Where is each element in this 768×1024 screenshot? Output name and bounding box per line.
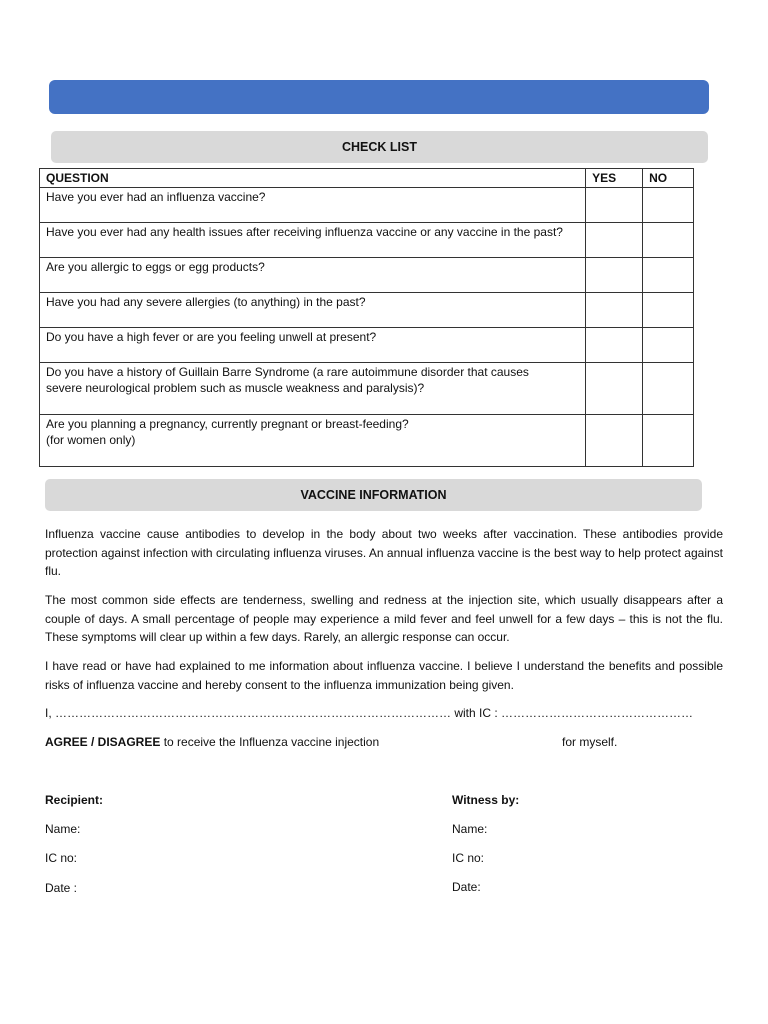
checklist-table	[39, 168, 694, 467]
vaccine-info-paragraph: Influenza vaccine cause antibodies to develop in the body about two weeks after vaccination. These antibodies provide protection against infection with circulating influenza viruses. An annual influenza vaccine is the best way to help protect against flu.	[45, 527, 723, 578]
question-cell	[40, 188, 586, 223]
question-text: Are you planning a pregnancy, currently pregnant or breast-feeding?	[46, 417, 409, 431]
question-cell	[40, 363, 586, 415]
table-row	[40, 223, 694, 258]
question-text: severe neurological problem such as muscle weakness and paralysis)?	[46, 381, 425, 395]
agree-disagree-option[interactable]: AGREE / DISAGREE	[45, 735, 161, 749]
vaccine-info-title: VACCINE INFORMATION	[300, 488, 447, 502]
yes-checkbox[interactable]	[586, 258, 643, 293]
side-effects-paragraph: The most common side effects are tenderness, swelling and redness at the injection site, which usually disappears after a couple of days. A small percentage of people may experience a mild fever and feel unwell for a few days – this is not the flu. These symptoms will clear up within a few days. Rarely, an allergic response can occur.	[45, 593, 723, 644]
question-text: (for women only)	[46, 433, 136, 447]
no-checkbox[interactable]	[643, 258, 694, 293]
question-text: Are you allergic to eggs or egg products?	[46, 260, 265, 274]
checklist-header	[51, 131, 708, 163]
table-row	[40, 293, 694, 328]
yes-checkbox[interactable]	[586, 293, 643, 328]
witness-title: Witness by:	[452, 793, 520, 807]
yes-column-header: YES	[586, 169, 643, 188]
checklist-header-row	[40, 169, 694, 188]
question-cell	[40, 328, 586, 363]
witness-name-field[interactable]: Name:	[452, 822, 488, 836]
no-checkbox[interactable]	[643, 363, 694, 415]
agree-disagree-line	[45, 735, 379, 749]
yes-checkbox[interactable]	[586, 223, 643, 258]
question-cell	[40, 415, 586, 467]
for-myself-text: for myself.	[562, 735, 618, 749]
table-row	[40, 258, 694, 293]
no-checkbox[interactable]	[643, 188, 694, 223]
witness-date-field[interactable]: Date:	[452, 880, 481, 894]
table-row	[40, 415, 694, 467]
yes-checkbox[interactable]	[586, 415, 643, 467]
question-column-header: QUESTION	[40, 169, 586, 188]
question-text: Do you have a high fever or are you feeling unwell at present?	[46, 330, 377, 344]
question-cell	[40, 258, 586, 293]
consent-paragraph: I have read or have had explained to me information about influenza vaccine. I believe I understand the benefits and possible risks of influenza vaccine and hereby consent to the influenza immunization being given.	[45, 659, 723, 692]
question-text: Do you have a history of Guillain Barre Syndrome (a rare autoimmune disorder that causes	[46, 365, 529, 379]
table-row	[40, 188, 694, 223]
recipient-name-field[interactable]: Name:	[45, 822, 81, 836]
checklist-title: CHECK LIST	[342, 140, 417, 154]
no-checkbox[interactable]	[643, 223, 694, 258]
table-row	[40, 328, 694, 363]
question-text: Have you ever had any health issues after receiving influenza vaccine or any vaccine in the past?	[46, 225, 563, 239]
no-checkbox[interactable]	[643, 328, 694, 363]
yes-checkbox[interactable]	[586, 363, 643, 415]
recipient-date-field[interactable]: Date :	[45, 881, 78, 895]
witness-ic-field[interactable]: IC no:	[452, 851, 485, 865]
recipient-title: Recipient:	[45, 793, 104, 807]
no-checkbox[interactable]	[643, 293, 694, 328]
name-ic-signature-line[interactable]: I, ……………………………………………………………………………………… with IC : …………………………………………	[45, 706, 694, 720]
question-cell	[40, 293, 586, 328]
table-row	[40, 363, 694, 415]
no-column-header: NO	[643, 169, 694, 188]
yes-checkbox[interactable]	[586, 188, 643, 223]
agree-text: to receive the Influenza vaccine injection	[160, 735, 380, 749]
header-banner	[49, 80, 709, 114]
question-cell	[40, 223, 586, 258]
no-checkbox[interactable]	[643, 415, 694, 467]
question-text: Have you had any severe allergies (to anything) in the past?	[46, 295, 366, 309]
vaccine-info-header	[45, 479, 702, 511]
yes-checkbox[interactable]	[586, 328, 643, 363]
recipient-ic-field[interactable]: IC no:	[45, 851, 78, 865]
question-text: Have you ever had an influenza vaccine?	[46, 190, 266, 204]
